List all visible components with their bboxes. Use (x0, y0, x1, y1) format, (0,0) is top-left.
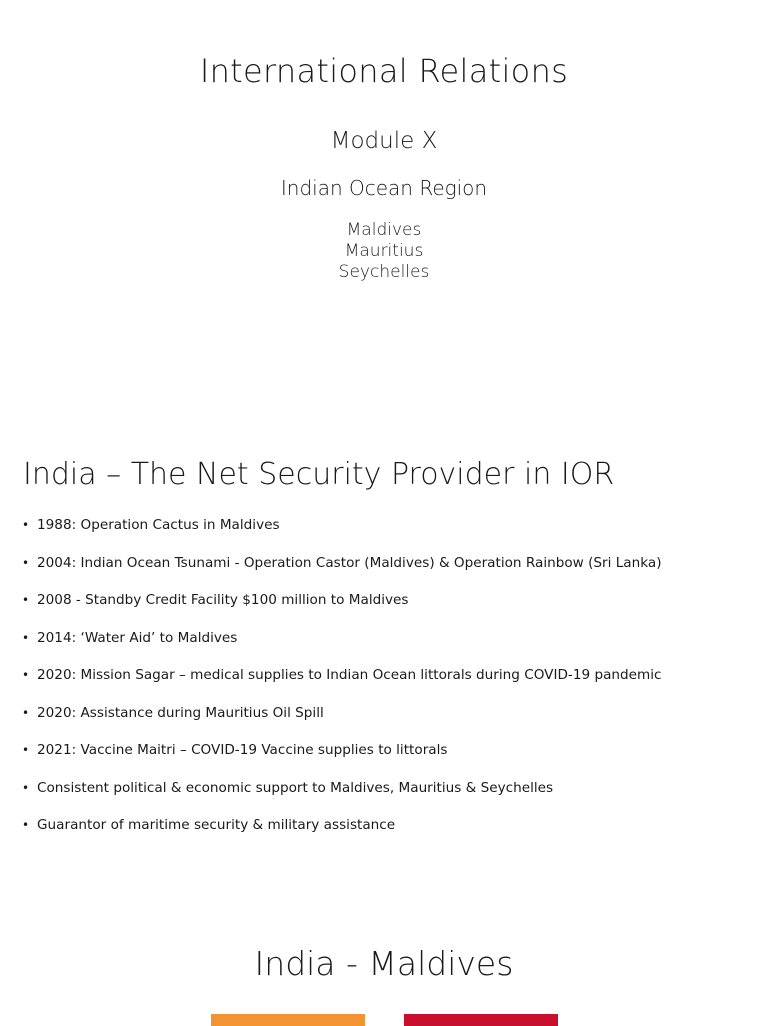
title-slide (0, 0, 768, 420)
bullet-text: 2021: Vaccine Maitri – COVID-19 Vaccine supplies to littorals (37, 742, 448, 758)
bullet-text: 2008 - Standby Credit Facility $100 million to Maldives (37, 592, 409, 608)
country-item: Seychelles (338, 262, 430, 282)
country-item: Mauritius (344, 241, 424, 261)
bullet-item (22, 666, 752, 704)
bullet-dot-icon: • (22, 780, 30, 795)
bullet-dot-icon: • (22, 818, 30, 832)
slide-title: India - Maldives (254, 944, 514, 983)
orange-accent-bar (211, 1014, 365, 1026)
bullet-item (22, 816, 752, 854)
bullet-list (22, 516, 752, 854)
bullet-dot-icon: • (22, 668, 30, 682)
bullet-text: 2004: Indian Ocean Tsunami - Operation Castor (Maldives) & Operation Rainbow (Sri Lanka) (37, 554, 662, 571)
security-provider-slide (0, 420, 768, 900)
bullet-text: 2020: Assistance during Mauritius Oil Spill (37, 704, 324, 721)
presentation-title: International Relations (199, 52, 569, 90)
bullet-dot-icon: • (22, 555, 30, 570)
country-item: Maldives (346, 220, 422, 240)
bullet-dot-icon: • (22, 743, 30, 757)
bullet-dot-icon: • (22, 630, 30, 645)
bullet-text: Guarantor of maritime security & military assistance (37, 817, 396, 833)
bullet-item (22, 741, 752, 779)
region-title: Indian Ocean Region (280, 176, 488, 200)
bullet-item (22, 779, 752, 817)
bullet-item (22, 629, 752, 667)
red-accent-bar (404, 1014, 558, 1026)
bullet-text: 1988: Operation Cactus in Maldives (37, 517, 280, 533)
module-title: Module X (330, 128, 438, 154)
bullet-dot-icon: • (22, 593, 30, 607)
india-maldives-slide (0, 900, 768, 1024)
bullet-item (22, 591, 752, 629)
bullet-text: Consistent political & economic support to Maldives, Mauritius & Seychelles (37, 779, 554, 796)
bullet-item (22, 704, 752, 742)
bullet-text: 2014: ‘Water Aid’ to Maldives (37, 629, 238, 646)
bullet-text: 2020: Mission Sagar – medical supplies to Indian Ocean littorals during COVID-19 pandemic (37, 667, 662, 683)
bullet-dot-icon: • (22, 705, 30, 720)
bullet-dot-icon: • (22, 518, 30, 532)
country-list (0, 220, 768, 283)
bullet-item (22, 554, 752, 592)
slide-heading: India – The Net Security Provider in IOR (23, 457, 615, 492)
bullet-item (22, 516, 752, 554)
